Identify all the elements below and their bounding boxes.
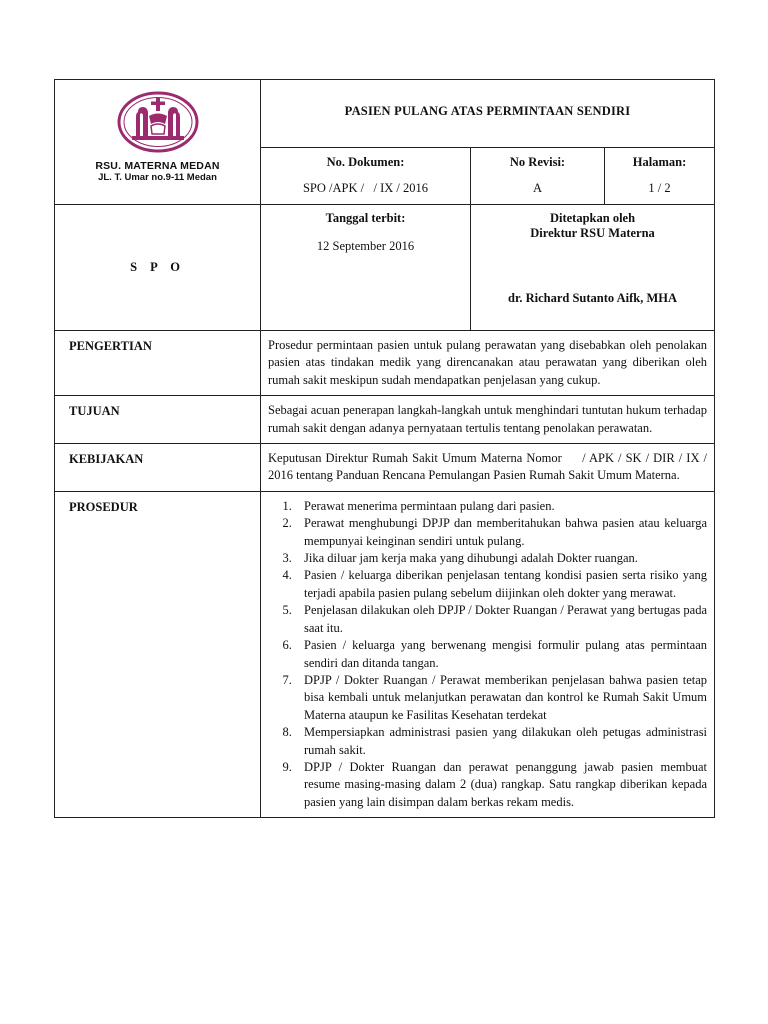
doc-number-label: No. Dokumen: (326, 155, 405, 169)
procedure-step: 7. DPJP / Dokter Ruangan / Perawat memberikan penjelasan bahwa pasien tetap bisa kembali untuk melanjutkan perawatan dan kontrol ke Rumah Sakit Umum Materna ataupun ke Fasilitas Kesehatan terdekat (295, 672, 707, 724)
document-title: PASIEN PULANG ATAS PERMINTAAN SENDIRI (261, 80, 715, 148)
doc-number-cell (261, 148, 471, 205)
hospital-logo-icon (116, 90, 200, 154)
approved-by-line2: Direktur RSU Materna (530, 226, 655, 240)
issue-date-cell (261, 205, 471, 331)
issue-date-value: 12 September 2016 (316, 239, 415, 253)
logo-cell (55, 80, 261, 205)
procedure-list (268, 498, 707, 811)
page-label: Halaman: (632, 155, 687, 169)
procedure-step: 9. DPJP / Dokter Ruangan dan perawat penanggung jawab pasien membuat resume masing-masing dalam 2 (dua) rangkap. Satu rangkap diberikan kepada pasien yang lain disimpan dalam berkas rekam medis. (295, 759, 707, 811)
spo-label: S P O (55, 205, 261, 331)
procedure-step: 2. Perawat menghubungi DPJP dan memberitahukan bahwa pasien atau keluarga mempunyai keinginan sendiri untuk pulang. (295, 515, 707, 550)
section-text-kebijakan: Keputusan Direktur Rumah Sakit Umum Materna Nomor / APK / SK / DIR / IX / 2016 tentang Panduan Rencana Pemulangan Pasien Rumah Sakit Umum Materna. (261, 444, 715, 492)
section-label-pengertian: PENGERTIAN (55, 331, 261, 396)
org-name: RSU. MATERNA MEDAN (95, 160, 220, 172)
revision-value: A (532, 181, 543, 195)
procedure-step: 1. Perawat menerima permintaan pulang dari pasien. (295, 498, 707, 515)
procedure-step: 3. Jika diluar jam kerja maka yang dihubungi adalah Dokter ruangan. (295, 550, 707, 567)
page-cell (605, 148, 715, 205)
approver-name: dr. Richard Sutanto Aifk, MHA (508, 291, 678, 305)
section-label-tujuan: TUJUAN (55, 396, 261, 444)
section-label-kebijakan: KEBIJAKAN (55, 444, 261, 492)
procedure-step: 6. Pasien / keluarga yang berwenang mengisi formulir pulang atas permintaan sendiri dan ditanda tangan. (295, 637, 707, 672)
revision-label: No Revisi: (509, 155, 566, 169)
org-address: JL. T. Umar no.9-11 Medan (98, 172, 217, 183)
issue-date-label: Tanggal terbit: (325, 211, 406, 225)
section-text-pengertian: Prosedur permintaan pasien untuk pulang perawatan yang disebabkan oleh penolakan pasien atas tindakan medik yang direncanakan atau perawatan yang diberikan oleh rumah sakit meskipun sudah mendapatkan penjelasan yang cukup. (261, 331, 715, 396)
revision-cell (471, 148, 605, 205)
approval-cell (471, 205, 715, 331)
doc-number-value: SPO /APK / / IX / 2016 (302, 181, 429, 195)
procedure-step: 5. Penjelasan dilakukan oleh DPJP / Dokter Ruangan / Perawat yang bertugas pada saat itu. (295, 602, 707, 637)
section-prosedur-steps (261, 491, 715, 817)
procedure-step: 4. Pasien / keluarga diberikan penjelasan tentang kondisi pasien serta risiko yang terjadi apabila pasien pulang sebelum diijinkan oleh dokter yang merawat. (295, 567, 707, 602)
approved-by-line1: Ditetapkan oleh (549, 211, 636, 225)
spo-document-table (54, 79, 715, 818)
procedure-step: 8. Mempersiapkan administrasi pasien yang dilakukan oleh petugas administrasi rumah sakit. (295, 724, 707, 759)
section-text-tujuan: Sebagai acuan penerapan langkah-langkah untuk menghindari tuntutan hukum terhadap rumah sakit dengan adanya pernyataan tertulis tentang penolakan perawatan. (261, 396, 715, 444)
page-value: 1 / 2 (648, 181, 671, 195)
section-label-prosedur: PROSEDUR (55, 491, 261, 817)
